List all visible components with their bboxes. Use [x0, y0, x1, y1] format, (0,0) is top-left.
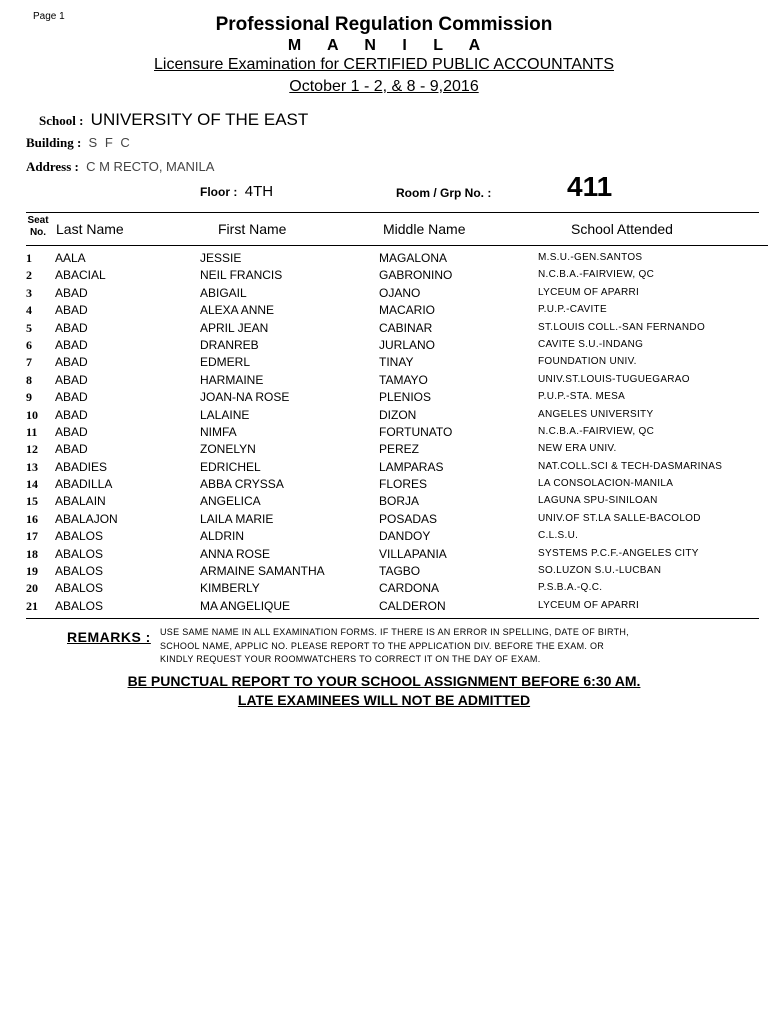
school-attended: LAGUNA SPU-SINILOAN	[538, 495, 658, 507]
last-name: ABAD	[55, 442, 88, 457]
last-name: ABALOS	[55, 581, 104, 596]
seat-number: 12	[26, 442, 38, 457]
examinee-list	[0, 251, 768, 616]
remarks-label: REMARKS :	[67, 629, 151, 645]
page-label: Page 1	[33, 11, 65, 22]
school-attended: M.S.U.-GEN.SANTOS	[538, 252, 643, 263]
middle-name: DIZON	[379, 407, 417, 422]
first-name: JOAN-NA ROSE	[200, 390, 290, 405]
school-attended: N.C.B.A.-FAIRVIEW, QC	[538, 269, 655, 281]
middle-name: POSADAS	[379, 511, 438, 526]
school-attended: LYCEUM OF APARRI	[538, 286, 640, 298]
room-label: Room / Grp No. :	[396, 186, 492, 200]
first-name: EDRICHEL	[200, 459, 261, 474]
seat-number: 16	[26, 511, 38, 526]
last-name: AALA	[55, 251, 86, 265]
seat-number: 5	[26, 320, 32, 335]
school-attended: P.U.P.-CAVITE	[538, 304, 607, 316]
last-name: ABAD	[55, 407, 88, 422]
school-attended: C.L.S.U.	[538, 530, 579, 542]
header-last-name: Last Name	[56, 221, 124, 237]
school-attended: ST.LOUIS COLL.-SAN FERNANDO	[538, 321, 706, 333]
first-name: ALEXA ANNE	[200, 303, 275, 318]
table-row	[0, 321, 768, 338]
first-name: MA ANGELIQUE	[200, 598, 291, 613]
middle-name: BORJA	[379, 494, 420, 509]
first-name: KIMBERLY	[200, 581, 260, 596]
first-name: NIMFA	[200, 424, 237, 439]
seat-number: 14	[26, 477, 38, 492]
school-field	[39, 110, 308, 130]
last-name: ABAD	[55, 320, 88, 335]
last-name: ABALOS	[55, 598, 104, 613]
city-heading: M A N I L A	[287, 37, 492, 54]
seat-number: 7	[26, 355, 32, 370]
floor-value: 4TH	[244, 183, 274, 200]
punctual-notice: BE PUNCTUAL REPORT TO YOUR SCHOOL ASSIGNMENT BEFORE 6:30 AM.	[127, 673, 641, 689]
table-row	[0, 460, 768, 477]
address-value: C M RECTO, MANILA	[86, 159, 215, 174]
table-row	[0, 355, 768, 372]
first-name: ABBA CRYSSA	[200, 477, 284, 492]
floor-label: Floor :	[200, 185, 238, 199]
school-attended: LYCEUM OF APARRI	[538, 599, 640, 611]
remarks-line: KINDLY REQUEST YOUR ROOMWATCHERS TO CORRECT IT ON THE DAY OF EXAM.	[160, 654, 541, 664]
table-row	[0, 373, 768, 390]
last-name: ABAD	[55, 424, 88, 439]
school-attended: P.S.B.A.-Q.C.	[538, 582, 603, 594]
table-row	[0, 425, 768, 442]
school-value: UNIVERSITY OF THE EAST	[90, 110, 309, 129]
school-attended: FOUNDATION UNIV.	[538, 356, 637, 368]
last-name: ABALOS	[55, 546, 104, 561]
seat-number: 13	[26, 459, 38, 474]
middle-name: TAMAYO	[379, 372, 428, 387]
table-row	[0, 564, 768, 581]
floor-field	[200, 183, 273, 201]
seat-number: 8	[26, 372, 32, 387]
first-name: LAILA MARIE	[200, 511, 274, 526]
middle-name: VILLAPANIA	[379, 546, 447, 561]
school-attended: NEW ERA UNIV.	[538, 443, 617, 455]
table-row	[0, 408, 768, 425]
school-attended: NAT.COLL.SCI & TECH-DASMARINAS	[538, 460, 723, 472]
remarks-text	[160, 626, 680, 667]
header-middle-name: Middle Name	[383, 221, 466, 237]
first-name: NEIL FRANCIS	[200, 268, 283, 283]
middle-name: TAGBO	[379, 564, 421, 579]
commission-title: Professional Regulation Commission	[215, 14, 553, 35]
last-name: ABALOS	[55, 564, 104, 579]
seat-number: 10	[26, 407, 38, 422]
seat-number: 9	[26, 390, 32, 405]
exam-heading: Licensure Examination for CERTIFIED PUBLIC ACCOUNTANTS	[154, 56, 614, 73]
middle-name: CARDONA	[379, 581, 440, 596]
school-attended: UNIV.ST.LOUIS-TUGUEGARAO	[538, 373, 690, 385]
room-number: 411	[567, 171, 613, 202]
middle-name: PLENIOS	[379, 390, 432, 405]
seat-number: 20	[26, 581, 38, 596]
school-attended: CAVITE S.U.-INDANG	[538, 338, 644, 350]
table-row	[0, 303, 768, 320]
middle-name: PEREZ	[379, 442, 420, 457]
building-field	[26, 135, 132, 151]
table-row	[0, 529, 768, 546]
table-row	[0, 390, 768, 407]
last-name: ABAD	[55, 355, 88, 370]
middle-name: OJANO	[379, 285, 421, 300]
table-header-rule	[26, 245, 768, 246]
first-name: ARMAINE SAMANTHA	[200, 564, 325, 579]
last-name: ABADILLA	[55, 477, 113, 492]
table-row	[0, 477, 768, 494]
middle-name: MACARIO	[379, 303, 436, 318]
last-name: ABAD	[55, 372, 88, 387]
last-name: ABACIAL	[55, 268, 106, 283]
school-attended: UNIV.OF ST.LA SALLE-BACOLOD	[538, 512, 701, 524]
school-attended: N.C.B.A.-FAIRVIEW, QC	[538, 425, 655, 437]
remarks-line: USE SAME NAME IN ALL EXAMINATION FORMS. IF THERE IS AN ERROR IN SPELLING, DATE OF BIRTH,	[160, 627, 629, 637]
last-name: ABAD	[55, 303, 88, 318]
seat-number: 21	[26, 598, 38, 613]
header-school-attended: School Attended	[571, 221, 673, 237]
building-value: S F C	[88, 135, 132, 150]
table-row	[0, 338, 768, 355]
building-label: Building :	[26, 135, 82, 150]
middle-name: JURLANO	[379, 337, 436, 352]
table-top-rule	[26, 212, 759, 213]
last-name: ABADIES	[55, 459, 108, 474]
first-name: DRANREB	[200, 337, 259, 352]
last-name: ABAD	[55, 337, 88, 352]
table-row	[0, 494, 768, 511]
header-seat	[26, 215, 50, 239]
seat-number: 15	[26, 494, 38, 509]
table-row	[0, 268, 768, 285]
middle-name: GABRONINO	[379, 268, 453, 283]
last-name: ABAD	[55, 285, 88, 300]
header-seat-line2: No.	[29, 227, 47, 238]
school-attended: ANGELES UNIVERSITY	[538, 408, 654, 420]
first-name: ABIGAIL	[200, 285, 247, 300]
school-attended: LA CONSOLACION-MANILA	[538, 478, 674, 490]
middle-name: FLORES	[379, 477, 428, 492]
first-name: LALAINE	[200, 407, 250, 422]
remarks-line: SCHOOL NAME, APPLIC NO. PLEASE REPORT TO THE APPLICATION DIV. BEFORE THE EXAM. OR	[160, 640, 605, 651]
seat-number: 17	[26, 529, 38, 544]
header-seat-line1: Seat	[27, 215, 49, 226]
middle-name: CABINAR	[379, 320, 433, 335]
seat-number: 3	[26, 285, 32, 300]
seat-number: 4	[26, 303, 32, 318]
last-name: ABAD	[55, 390, 88, 405]
school-label: School :	[39, 113, 84, 128]
seat-number: 6	[26, 337, 32, 352]
school-attended: P.U.P.-STA. MESA	[538, 391, 626, 403]
first-name: ANGELICA	[200, 494, 261, 509]
seat-number: 11	[26, 424, 38, 439]
first-name: JESSIE	[200, 251, 242, 265]
header-first-name: First Name	[218, 221, 287, 237]
table-row	[0, 251, 768, 268]
first-name: ANNA ROSE	[200, 546, 271, 561]
table-row	[0, 581, 768, 598]
last-name: ABALAIN	[55, 494, 106, 509]
first-name: HARMAINE	[200, 372, 264, 387]
first-name: EDMERL	[200, 355, 251, 370]
exam-dates: October 1 - 2, & 8 - 9,2016	[289, 78, 479, 95]
school-attended: SYSTEMS P.C.F.-ANGELES CITY	[538, 547, 699, 559]
middle-name: DANDOY	[379, 529, 431, 544]
address-field	[26, 159, 214, 175]
seat-number: 1	[26, 251, 32, 265]
middle-name: CALDERON	[379, 598, 446, 613]
first-name: ZONELYN	[200, 442, 256, 457]
address-label: Address :	[26, 159, 79, 174]
middle-name: FORTUNATO	[379, 424, 453, 439]
table-row	[0, 442, 768, 459]
table-bottom-rule	[26, 618, 759, 619]
table-row	[0, 599, 768, 616]
seat-number: 18	[26, 546, 38, 561]
school-attended: SO.LUZON S.U.-LUCBAN	[538, 565, 662, 577]
last-name: ABALAJON	[55, 511, 118, 526]
middle-name: TINAY	[379, 355, 414, 370]
middle-name: MAGALONA	[379, 251, 448, 265]
table-row	[0, 286, 768, 303]
seat-number: 2	[26, 268, 32, 283]
seat-number: 19	[26, 564, 38, 579]
first-name: ALDRIN	[200, 529, 245, 544]
late-notice: LATE EXAMINEES WILL NOT BE ADMITTED	[237, 692, 531, 708]
table-row	[0, 547, 768, 564]
middle-name: LAMPARAS	[379, 459, 444, 474]
first-name: APRIL JEAN	[200, 320, 269, 335]
last-name: ABALOS	[55, 529, 104, 544]
table-row	[0, 512, 768, 529]
